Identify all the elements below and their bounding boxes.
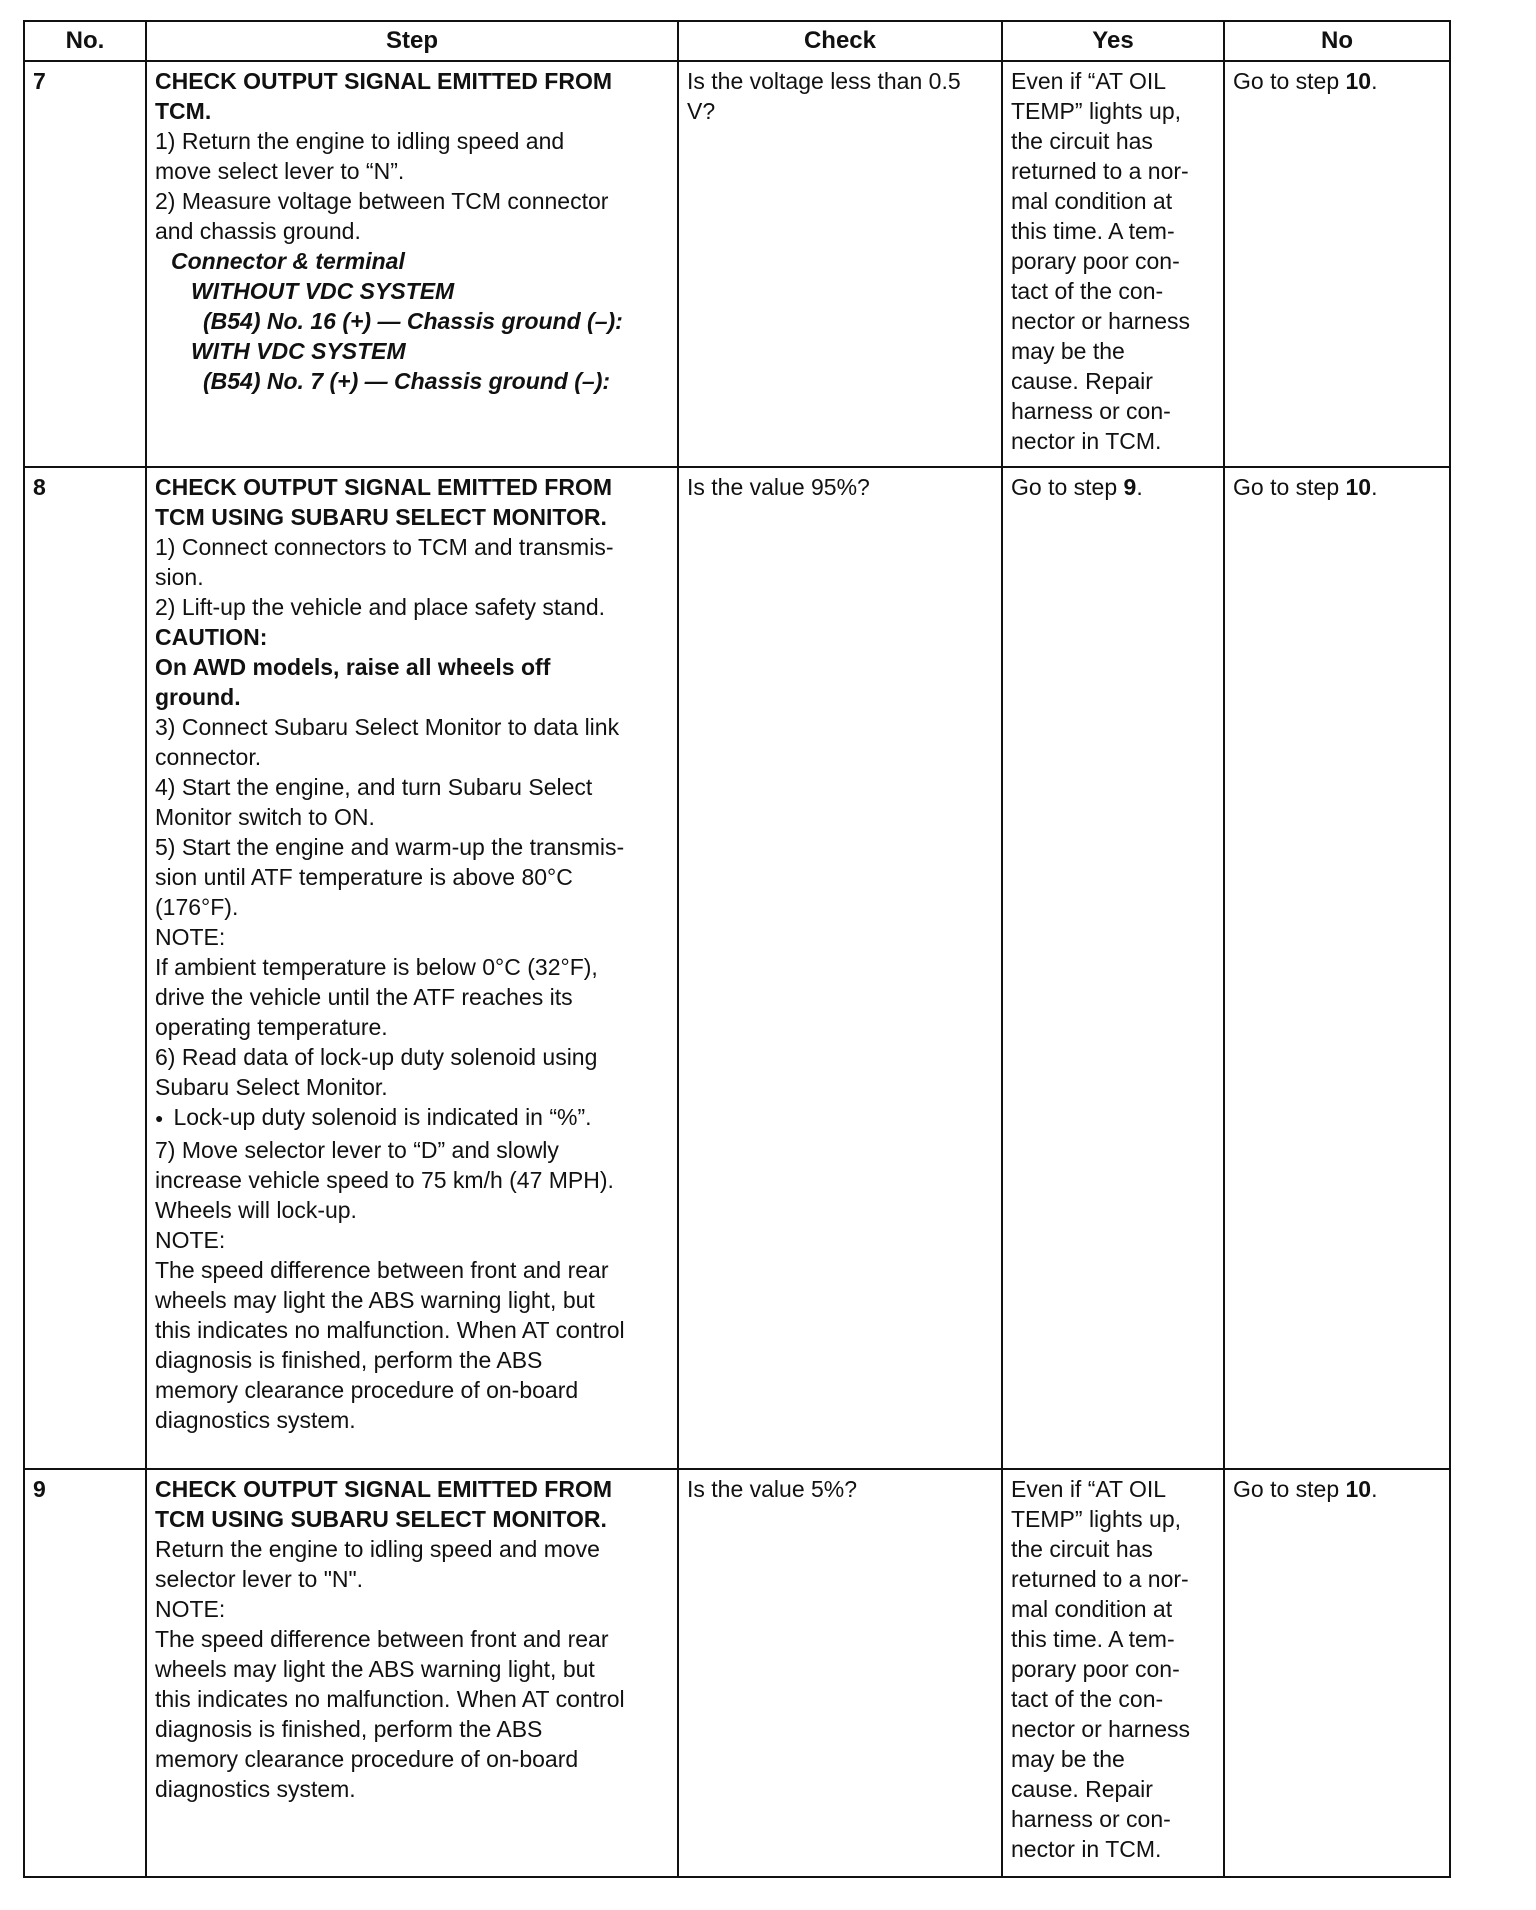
yes-line: TEMP” lights up, bbox=[1011, 1506, 1181, 1532]
step-line: 1) Return the engine to idling speed and bbox=[155, 128, 565, 154]
yes-line: nector or harness bbox=[1011, 1716, 1190, 1742]
header-no-result: No bbox=[1224, 21, 1450, 61]
table-row bbox=[24, 1469, 1450, 1877]
caution-text: ground. bbox=[155, 684, 241, 710]
table-row bbox=[24, 61, 1450, 467]
step-line: memory clearance procedure of on-board bbox=[155, 1746, 579, 1772]
step-number: 9 bbox=[24, 1469, 146, 1877]
goto-suffix: . bbox=[1136, 474, 1143, 500]
connector-spec: (B54) No. 16 (+) — Chassis ground (–): bbox=[203, 308, 623, 334]
step-line: If ambient temperature is below 0°C (32°F), bbox=[155, 954, 598, 980]
yes-line: mal condition at bbox=[1011, 188, 1173, 214]
step-cell bbox=[146, 61, 678, 467]
connector-spec: (B54) No. 7 (+) — Chassis ground (–): bbox=[203, 368, 611, 394]
yes-line: harness or con- bbox=[1011, 398, 1171, 424]
step-line: 4) Start the engine, and turn Subaru Select bbox=[155, 774, 593, 800]
step-line: diagnostics system. bbox=[155, 1776, 356, 1802]
step-line: drive the vehicle until the ATF reaches its bbox=[155, 984, 573, 1010]
step-line: Return the engine to idling speed and move bbox=[155, 1536, 600, 1562]
goto-step-link: 10 bbox=[1345, 1476, 1372, 1502]
step-line: (176°F). bbox=[155, 894, 239, 920]
check-line: V? bbox=[687, 98, 716, 124]
step-line: The speed difference between front and rear bbox=[155, 1626, 609, 1652]
connector-spec: WITHOUT VDC SYSTEM bbox=[191, 278, 455, 304]
header-check: Check bbox=[678, 21, 1002, 61]
goto-suffix: . bbox=[1371, 474, 1378, 500]
step-line: The speed difference between front and rear bbox=[155, 1257, 609, 1283]
yes-line: tact of the con- bbox=[1011, 278, 1164, 304]
header-yes: Yes bbox=[1002, 21, 1224, 61]
yes-line: cause. Repair bbox=[1011, 368, 1153, 394]
check-cell bbox=[678, 61, 1002, 467]
table-header-row bbox=[24, 21, 1450, 61]
step-number: 8 bbox=[24, 467, 146, 1469]
no-cell bbox=[1224, 467, 1450, 1469]
check-cell bbox=[678, 467, 1002, 1469]
yes-cell bbox=[1002, 467, 1224, 1469]
yes-line: this time. A tem- bbox=[1011, 218, 1175, 244]
yes-line: nector in TCM. bbox=[1011, 1836, 1162, 1862]
caution-text: On AWD models, raise all wheels off bbox=[155, 654, 551, 680]
goto-suffix: . bbox=[1371, 68, 1378, 94]
yes-line: harness or con- bbox=[1011, 1806, 1171, 1832]
header-no: No. bbox=[24, 21, 146, 61]
connector-spec: Connector & terminal bbox=[171, 248, 405, 274]
step-cell bbox=[146, 467, 678, 1469]
step-line: Subaru Select Monitor. bbox=[155, 1074, 388, 1100]
check-line: Is the value 5%? bbox=[687, 1476, 858, 1502]
yes-line: may be the bbox=[1011, 338, 1125, 364]
step-line: 2) Lift-up the vehicle and place safety stand. bbox=[155, 594, 606, 620]
bullet-text: Lock-up duty solenoid is indicated in “%”. bbox=[173, 1104, 592, 1130]
step-number: 7 bbox=[24, 61, 146, 467]
check-line: Is the value 95%? bbox=[687, 474, 870, 500]
step-title: CHECK OUTPUT SIGNAL EMITTED FROM bbox=[155, 68, 613, 94]
step-line: operating temperature. bbox=[155, 1014, 388, 1040]
step-line: this indicates no malfunction. When AT control bbox=[155, 1317, 625, 1343]
step-line: selector lever to "N". bbox=[155, 1566, 364, 1592]
yes-line: cause. Repair bbox=[1011, 1776, 1153, 1802]
step-title: CHECK OUTPUT SIGNAL EMITTED FROM bbox=[155, 474, 613, 500]
step-line: this indicates no malfunction. When AT control bbox=[155, 1686, 625, 1712]
goto-step-link: 10 bbox=[1345, 68, 1372, 94]
yes-line: the circuit has bbox=[1011, 1536, 1153, 1562]
note-label: NOTE: bbox=[155, 924, 226, 950]
step-line: Monitor switch to ON. bbox=[155, 804, 375, 830]
step-line: diagnosis is finished, perform the ABS bbox=[155, 1716, 543, 1742]
goto-step-link: 10 bbox=[1345, 474, 1372, 500]
step-line: connector. bbox=[155, 744, 262, 770]
step-line: and chassis ground. bbox=[155, 218, 361, 244]
yes-cell bbox=[1002, 1469, 1224, 1877]
check-cell bbox=[678, 1469, 1002, 1877]
yes-line: Even if “AT OIL bbox=[1011, 1476, 1167, 1502]
goto-suffix: . bbox=[1371, 1476, 1378, 1502]
step-line: 5) Start the engine and warm-up the transmis- bbox=[155, 834, 625, 860]
yes-line: the circuit has bbox=[1011, 128, 1153, 154]
step-line: move select lever to “N”. bbox=[155, 158, 405, 184]
step-line: increase vehicle speed to 75 km/h (47 MPH). bbox=[155, 1167, 614, 1193]
goto-text: Go to step bbox=[1233, 474, 1346, 500]
goto-text: Go to step bbox=[1233, 1476, 1346, 1502]
step-line: Wheels will lock-up. bbox=[155, 1197, 357, 1223]
yes-line: returned to a nor- bbox=[1011, 158, 1189, 184]
header-step: Step bbox=[146, 21, 678, 61]
yes-cell bbox=[1002, 61, 1224, 467]
step-line: 1) Connect connectors to TCM and transmis- bbox=[155, 534, 614, 560]
step-title: TCM USING SUBARU SELECT MONITOR. bbox=[155, 1506, 607, 1532]
step-line: 6) Read data of lock-up duty solenoid using bbox=[155, 1044, 598, 1070]
step-title: CHECK OUTPUT SIGNAL EMITTED FROM bbox=[155, 1476, 613, 1502]
check-line: Is the voltage less than 0.5 bbox=[687, 68, 961, 94]
step-line: 3) Connect Subaru Select Monitor to data link bbox=[155, 714, 620, 740]
note-label: NOTE: bbox=[155, 1596, 226, 1622]
step-title: TCM. bbox=[155, 98, 212, 124]
yes-line: mal condition at bbox=[1011, 1596, 1173, 1622]
bullet-item bbox=[155, 1102, 669, 1135]
yes-line: TEMP” lights up, bbox=[1011, 98, 1181, 124]
step-line: diagnosis is finished, perform the ABS bbox=[155, 1347, 543, 1373]
diagnostic-procedure-table bbox=[23, 20, 1451, 1878]
yes-line: may be the bbox=[1011, 1746, 1125, 1772]
step-line: wheels may light the ABS warning light, but bbox=[155, 1287, 595, 1313]
step-line: diagnostics system. bbox=[155, 1407, 356, 1433]
connector-spec: WITH VDC SYSTEM bbox=[191, 338, 406, 364]
goto-step-link: 9 bbox=[1123, 474, 1137, 500]
yes-line: nector in TCM. bbox=[1011, 428, 1162, 454]
yes-line: returned to a nor- bbox=[1011, 1566, 1189, 1592]
step-line: memory clearance procedure of on-board bbox=[155, 1377, 579, 1403]
step-line: 7) Move selector lever to “D” and slowly bbox=[155, 1137, 559, 1163]
yes-line: tact of the con- bbox=[1011, 1686, 1164, 1712]
yes-line: porary poor con- bbox=[1011, 1656, 1180, 1682]
goto-text: Go to step bbox=[1011, 474, 1124, 500]
note-label: NOTE: bbox=[155, 1227, 226, 1253]
yes-line: porary poor con- bbox=[1011, 248, 1180, 274]
step-line: sion. bbox=[155, 564, 204, 590]
no-cell bbox=[1224, 61, 1450, 467]
step-line: 2) Measure voltage between TCM connector bbox=[155, 188, 609, 214]
caution-heading: CAUTION: bbox=[155, 624, 268, 650]
yes-line: this time. A tem- bbox=[1011, 1626, 1175, 1652]
no-cell bbox=[1224, 1469, 1450, 1877]
table-row bbox=[24, 467, 1450, 1469]
step-line: wheels may light the ABS warning light, but bbox=[155, 1656, 595, 1682]
yes-line: Even if “AT OIL bbox=[1011, 68, 1167, 94]
step-cell bbox=[146, 1469, 678, 1877]
step-title: TCM USING SUBARU SELECT MONITOR. bbox=[155, 504, 607, 530]
yes-line: nector or harness bbox=[1011, 308, 1190, 334]
goto-text: Go to step bbox=[1233, 68, 1346, 94]
step-line: sion until ATF temperature is above 80°C bbox=[155, 864, 573, 890]
